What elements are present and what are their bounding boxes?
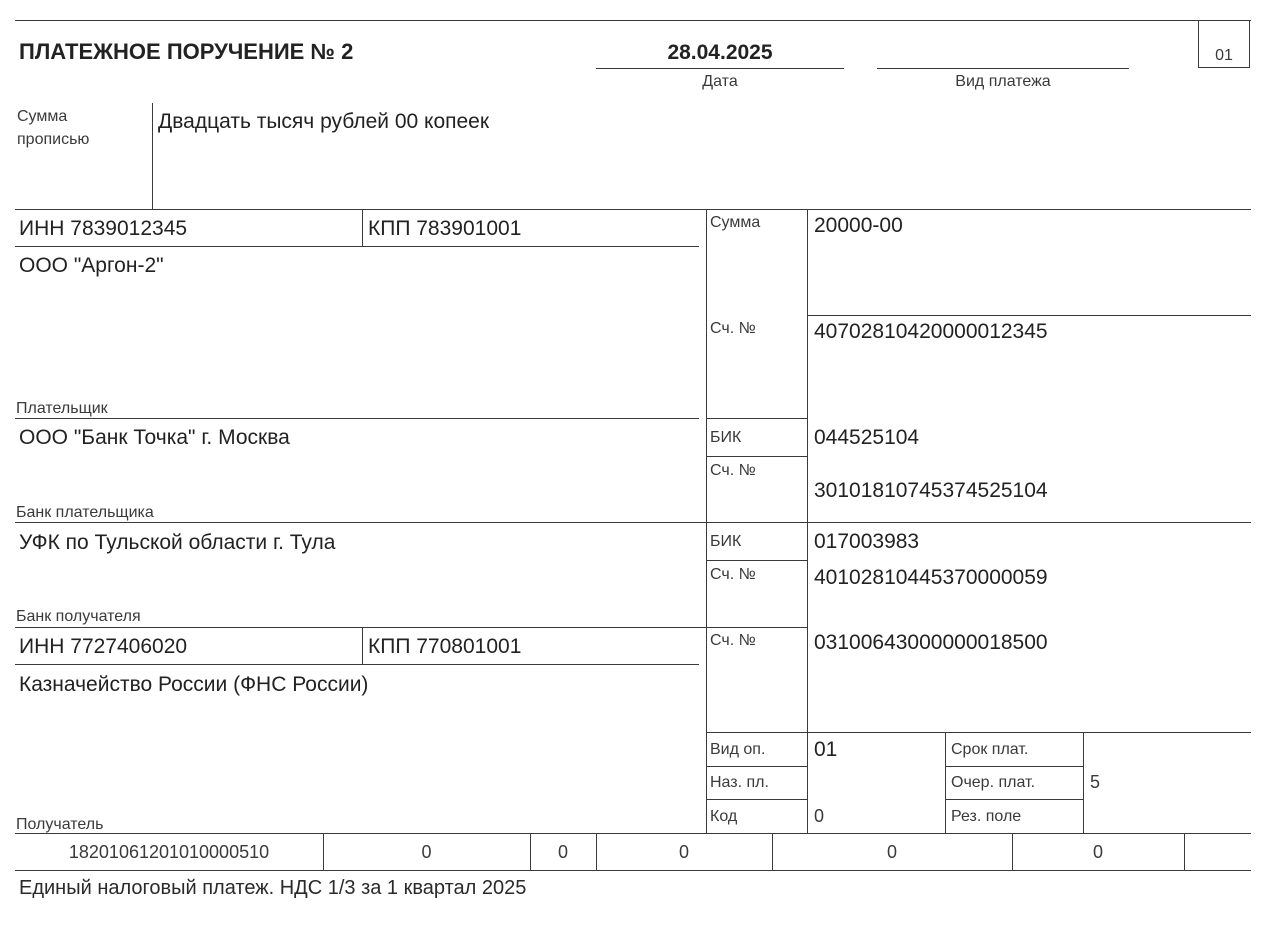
line-799: [706, 799, 807, 800]
line-766b: [945, 766, 1083, 767]
line-560: [706, 560, 807, 561]
recipient-bank-account: 40102810445370000059: [814, 566, 1048, 589]
top-border: [15, 20, 1251, 21]
recipient-inn-kpp-divider: [362, 627, 363, 664]
order-label: Очер. плат.: [951, 774, 1036, 791]
line-522: [15, 522, 1251, 523]
line-627: [15, 627, 807, 628]
tax-kbk: 18201061201010000510: [68, 842, 270, 862]
recipient-bank-name: УФК по Тульской области г. Тула: [19, 531, 336, 554]
recipient-bank-account-label: Сч. №: [710, 566, 756, 583]
tax-oktmo: 0: [421, 842, 432, 862]
line-833: [15, 833, 1251, 834]
payer-account-label: Сч. №: [710, 320, 756, 337]
op-type-value: 01: [814, 738, 838, 761]
left-col-divider: [706, 209, 707, 833]
tax-period: 0: [678, 842, 689, 862]
line-870: [15, 870, 1251, 871]
payer-bank-account-label: Сч. №: [710, 462, 756, 479]
line-664: [15, 664, 699, 665]
line-246: [15, 246, 699, 247]
date-value: 28.04.2025: [667, 41, 773, 64]
line-766: [706, 766, 807, 767]
code-label: Код: [710, 808, 738, 825]
payer-kpp: КПП 783901001: [368, 217, 522, 240]
recipient-account-label: Сч. №: [710, 632, 756, 649]
details-value-divider: [1083, 732, 1084, 833]
amount-words-label: Сумма: [17, 108, 68, 125]
payment-purpose: Единый налоговый платеж. НДС 1/3 за 1 квартал 2025: [19, 877, 527, 899]
line-418b: [706, 418, 807, 419]
tax-doc-number: 0: [886, 842, 897, 862]
payer-label: Плательщик: [16, 400, 108, 417]
reserve-label: Рез. поле: [951, 808, 1022, 825]
payer-name: ООО "Аргон-2": [19, 254, 164, 277]
purpose-code-label: Наз. пл.: [710, 774, 769, 791]
page-title: ПЛАТЕЖНОЕ ПОРУЧЕНИЕ № 2: [19, 39, 354, 64]
details-label-divider: [945, 732, 946, 833]
payer-inn: ИНН 7839012345: [19, 217, 188, 240]
recipient-label: Получатель: [16, 816, 104, 833]
sum-label: Сумма: [710, 214, 761, 231]
line-456: [706, 456, 807, 457]
line-799b: [945, 799, 1083, 800]
order-value: 5: [1090, 772, 1101, 792]
term-label: Срок плат.: [951, 741, 1029, 758]
payer-account-value: 40702810420000012345: [814, 320, 1048, 343]
payer-bank-account: 30101810745374525104: [814, 479, 1048, 502]
tax-doc-date: 0: [1092, 842, 1103, 862]
recipient-bank-bik: 017003983: [814, 530, 920, 553]
form-code: 01: [1215, 47, 1233, 64]
amount-words-label-2: прописью: [17, 131, 90, 148]
payer-bank-bik: 044525104: [814, 426, 920, 449]
sum-value: 20000-00: [814, 214, 903, 237]
code-value: 0: [814, 806, 825, 826]
payer-bank-bik-label: БИК: [710, 429, 742, 446]
line-209: [15, 209, 1251, 210]
amount-words-value: Двадцать тысяч рублей 00 копеек: [158, 110, 490, 133]
value-col-divider: [807, 209, 808, 833]
date-underline: [596, 68, 844, 69]
recipient-account: 03100643000000018500: [814, 631, 1048, 654]
line-732: [706, 732, 1251, 733]
amount-words-divider: [152, 103, 153, 209]
tax-basis: 0: [557, 842, 568, 862]
tax-div-6: [1184, 833, 1185, 870]
payer-bank-name: ООО "Банк Точка" г. Москва: [19, 426, 290, 449]
recipient-bank-label: Банк получателя: [16, 608, 141, 625]
payment-type-underline: [877, 68, 1129, 69]
op-type-label: Вид оп.: [710, 741, 766, 758]
payment-type-label: Вид платежа: [955, 73, 1051, 90]
payer-bank-label: Банк плательщика: [16, 504, 154, 521]
recipient-inn: ИНН 7727406020: [19, 635, 188, 658]
payer-inn-kpp-divider: [362, 209, 363, 246]
recipient-name: Казначейство России (ФНС России): [19, 673, 369, 696]
line-418: [15, 418, 699, 419]
line-315: [807, 315, 1251, 316]
recipient-bank-bik-label: БИК: [710, 533, 742, 550]
date-label: Дата: [702, 73, 738, 90]
recipient-kpp: КПП 770801001: [368, 635, 522, 658]
